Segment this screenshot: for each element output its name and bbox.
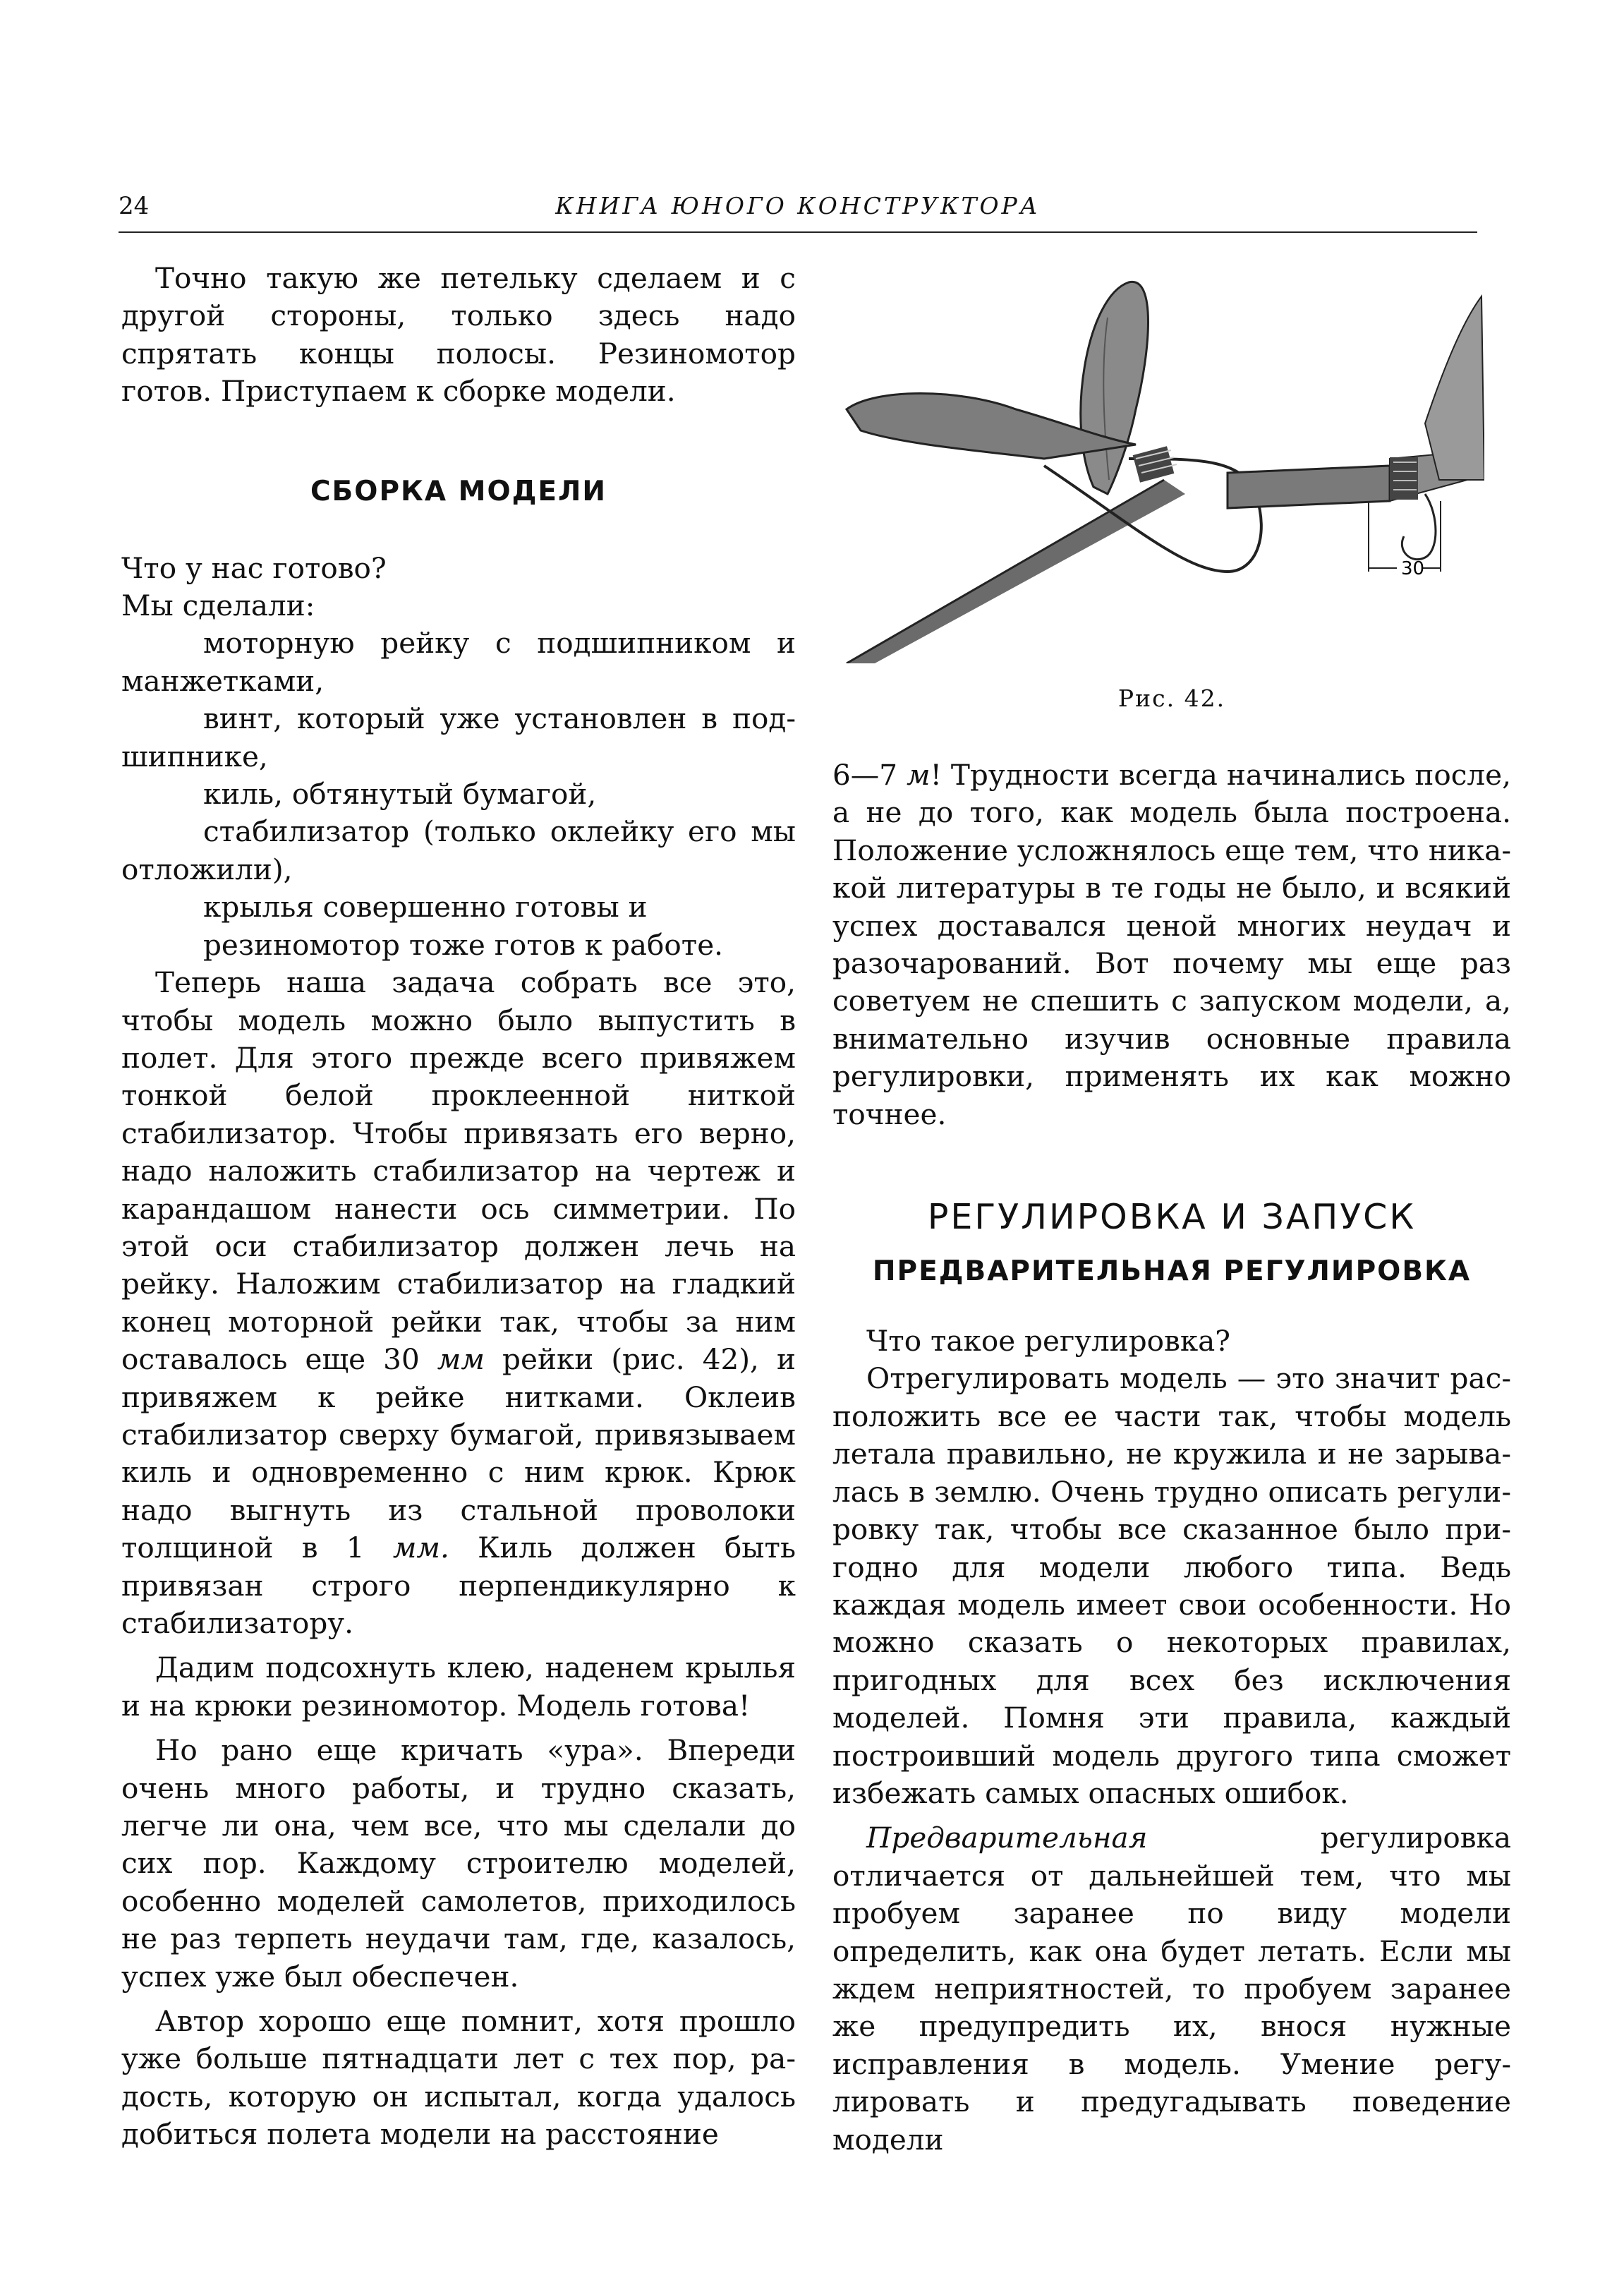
list-intro: Мы сделали:	[121, 589, 315, 623]
page-number: 24	[119, 192, 150, 220]
dimension-label: 30	[1401, 558, 1425, 579]
paragraph: Точно такую же петельку сделаем и с другой стороны, только здесь надо спрятать концы полосы. Резиномотор готов. Приступаем к сборке модели.	[121, 261, 796, 409]
running-head	[119, 192, 1477, 220]
paragraph: Автор хорошо еще помнит, хотя прошло уже больше пятнадцати лет с тех пор, радость, которую он испытал, когда удалось добиться полета модели на расстояние	[121, 2004, 796, 2152]
paragraph: Предварительная регулировка отличается от дальнейшей тем, что мы пробуем заранее по виду модели определить, как она будет летать. Если мы ждем неприятностей, то пробуем заранее же предупредить их, внося нужные исправления в модель. Умение регулировать и предугадывать поведение модели	[832, 1821, 1511, 2157]
question: Что такое регулировка?	[866, 1324, 1230, 1358]
list-item: крылья совершенно готовы и	[203, 890, 648, 924]
list-item: моторную рейку с подшипником и манжетками,	[121, 626, 796, 698]
paragraph: Дадим подсохнуть клею, наденем крылья и на крюки резиномотор. Модель готова!	[121, 1651, 796, 1723]
running-title: КНИГА ЮНОГО КОНСТРУКТОРА	[555, 192, 1041, 219]
section-heading: СБОРКА МОДЕЛИ	[310, 475, 607, 507]
chapter-heading: РЕГУЛИРОВКА И ЗАПУСК	[927, 1197, 1417, 1238]
list-item: винт, который уже установлен в подшипнике,	[121, 701, 796, 773]
list-item: резиномотор тоже готов к работе.	[203, 927, 724, 962]
right-column	[832, 756, 1511, 2159]
header-rule	[119, 231, 1477, 233]
checklist	[121, 550, 796, 964]
figure-42	[832, 268, 1484, 663]
list-item: стабилизатор (только оклейку его мы отложили),	[121, 814, 796, 886]
left-column	[121, 260, 796, 2154]
figure-caption: Рис. 42.	[1117, 685, 1226, 712]
list-item: киль, обтянутый бумагой,	[203, 777, 597, 812]
paragraph: 6—7 м! Трудности всегда начинались после, а не до того, как модель была построена. Положение усложнялось еще тем, что никакой литературы в те годы не было, и всякий успех доставался ценой многих неудач и разочарований. Вот почему мы еще раз советуем не спешить с запуском модели, а, внимательно изучив основные правила регулировки, применять их как можно точнее.	[832, 758, 1511, 1131]
section-heading: ПРЕДВАРИТЕЛЬНАЯ РЕГУЛИРОВКА	[872, 1255, 1472, 1288]
paragraph: Теперь наша задача собрать все это, чтобы модель можно было выпустить в полет. Для этого прежде всего привяжем тонкой белой проклеенной ниткой стабилизатор. Чтобы привязать его верно, надо наложить стабилизатор на чертеж и карандашом нанести ось симметрии. По этой оси стабилизатор должен лечь на рейку. Наложим стабилизатор на гладкий конец моторной рейки так, чтобы за ним оставалось еще 30 мм рейки (рис. 42), и привяжем к рейке нитками. Оклеив стабилизатор сверху бумагой, привязываем киль и одновременно с ним крюк. Крюк надо выгнуть из стальной проволоки толщиной в 1 мм. Киль должен быть привязан строго перпендикулярно к стабилизатору.	[121, 965, 796, 1640]
paragraph: Но рано еще кричать «ура». Впереди очень много работы, и трудно сказать, легче ли она, чем все, что мы сделали до сих пор. Каждому строителю моделей, особенно моделей самолетов, приходилось не раз терпеть неудачи там, где, казалось, успех уже был обеспечен.	[121, 1733, 796, 1994]
question: Что у нас готово?	[121, 550, 387, 585]
paragraph: Отрегулировать модель — это значит расположить все ее части так, чтобы модель летала правильно, не кружила и не зарывалась в землю. Очень трудно описать регулировку так, чтобы все сказанное было пригодно для модели любого типа. Ведь каждая модель имеет свои особенности. Но можно сказать о некоторых правилах, пригодных для всех без исключения моделей. Помня эти правила, каждый построивший модель другого типа сможет избежать самых опасных ошибок.	[832, 1361, 1511, 1810]
propeller-illustration	[832, 268, 1484, 663]
